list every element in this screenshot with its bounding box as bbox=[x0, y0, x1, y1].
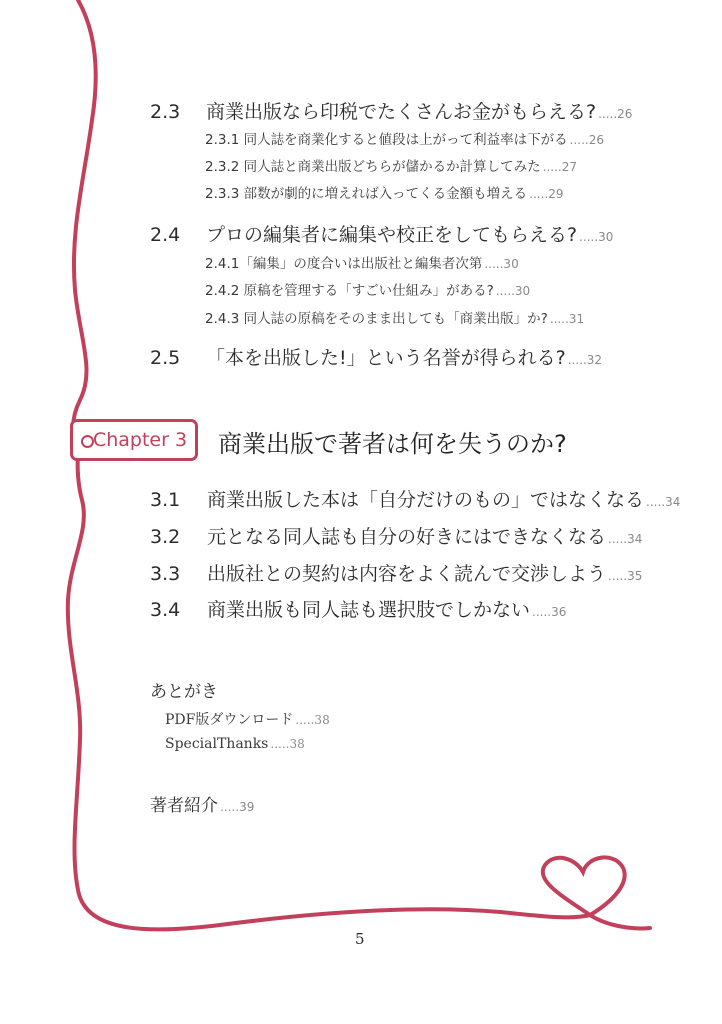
toc-subentry[interactable] bbox=[205, 252, 519, 272]
chapter-title: 商業出版で著者は何を失うのか? bbox=[218, 430, 567, 458]
section-number: 3.4 bbox=[150, 599, 181, 621]
page-ref: .....36 bbox=[532, 605, 567, 619]
ribbon-ring-icon bbox=[81, 435, 94, 448]
page-ref: .....26 bbox=[598, 107, 633, 121]
page-ref: .....34 bbox=[608, 532, 643, 546]
subentry-title: 2.4.3 同人誌の原稿をそのまま出しても「商業出版」か? bbox=[205, 311, 548, 327]
subentry-title: 2.3.2 同人誌と商業出版どちらが儲かるか計算してみた bbox=[205, 159, 541, 175]
toc-subentry[interactable] bbox=[205, 182, 563, 202]
toc-entry-3-4[interactable] bbox=[150, 595, 566, 622]
toc-entry-2-5[interactable] bbox=[150, 343, 602, 370]
page-ref: .....34 bbox=[646, 495, 681, 509]
section-number: 3.1 bbox=[150, 489, 181, 511]
section-number: 2.5 bbox=[150, 347, 181, 369]
toc-subentry[interactable] bbox=[205, 128, 604, 148]
author-title: 著者紹介 bbox=[150, 796, 218, 816]
toc-subentry[interactable] bbox=[205, 279, 530, 299]
toc-entry-3-1[interactable] bbox=[150, 485, 680, 512]
author-entry[interactable] bbox=[150, 791, 254, 816]
afterword-title: あとがき bbox=[150, 682, 218, 702]
page-ref: .....39 bbox=[220, 800, 255, 814]
section-title: 元となる同人誌も自分の好きにはできなくなる bbox=[207, 526, 607, 548]
page-ref: .....32 bbox=[567, 353, 603, 367]
section-number: 2.3 bbox=[150, 101, 181, 123]
section-number: 2.4 bbox=[150, 224, 181, 246]
toc-entry-3-3[interactable] bbox=[150, 559, 642, 586]
section-title: 商業出版も同人誌も選択肢でしかない bbox=[207, 599, 531, 621]
chapter-label: Chapter 3 bbox=[92, 429, 188, 451]
section-title: 商業出版なら印税でたくさんお金がもらえる? bbox=[206, 101, 597, 123]
page-ref: .....38 bbox=[270, 737, 305, 751]
subentry-title: 2.4.2 原稿を管理する「すごい仕組み」がある? bbox=[205, 283, 494, 299]
page-ref: .....30 bbox=[579, 230, 614, 244]
toc-subentry[interactable] bbox=[205, 307, 584, 327]
toc-entry-3-2[interactable] bbox=[150, 522, 642, 549]
page-ref: .....26 bbox=[569, 133, 604, 147]
subentry-title: 2.3.3 部数が劇的に増えれば入ってくる金額も増える bbox=[205, 186, 528, 202]
page-number: 5 bbox=[355, 930, 365, 948]
afterword-heading[interactable] bbox=[150, 677, 218, 702]
page-ref: .....27 bbox=[542, 160, 577, 174]
page-ref: .....30 bbox=[484, 257, 519, 271]
page-ref: .....35 bbox=[608, 569, 643, 583]
chapter-badge bbox=[70, 419, 198, 461]
afterword-item[interactable] bbox=[165, 736, 305, 752]
section-title: 商業出版した本は「自分だけのもの」ではなくなる bbox=[207, 489, 645, 511]
page-ref: .....30 bbox=[495, 284, 531, 298]
toc-entry-2-3[interactable] bbox=[150, 97, 632, 124]
page-ref: .....29 bbox=[529, 187, 564, 201]
afterword-item[interactable] bbox=[165, 709, 330, 729]
section-number: 3.2 bbox=[150, 526, 181, 548]
section-title: 出版社との契約は内容をよく読んで交渉しよう bbox=[207, 563, 607, 585]
section-number: 3.3 bbox=[150, 563, 181, 585]
page-ref: .....31 bbox=[549, 312, 585, 326]
item-title: SpecialThanks bbox=[165, 736, 269, 752]
toc-entry-2-4[interactable] bbox=[150, 220, 613, 247]
page-ref: .....38 bbox=[295, 713, 330, 727]
item-title: PDF版ダウンロード bbox=[165, 712, 294, 728]
subentry-title: 2.3.1 同人誌を商業化すると値段は上がって利益率は下がる bbox=[205, 132, 568, 148]
section-title: 「本を出版した!」という名誉が得られる? bbox=[206, 347, 566, 369]
subentry-title: 2.4.1「編集」の度合いは出版社と編集者次第 bbox=[205, 256, 483, 272]
toc-subentry[interactable] bbox=[205, 155, 577, 175]
section-title: プロの編集者に編集や校正をしてもらえる? bbox=[206, 224, 578, 246]
